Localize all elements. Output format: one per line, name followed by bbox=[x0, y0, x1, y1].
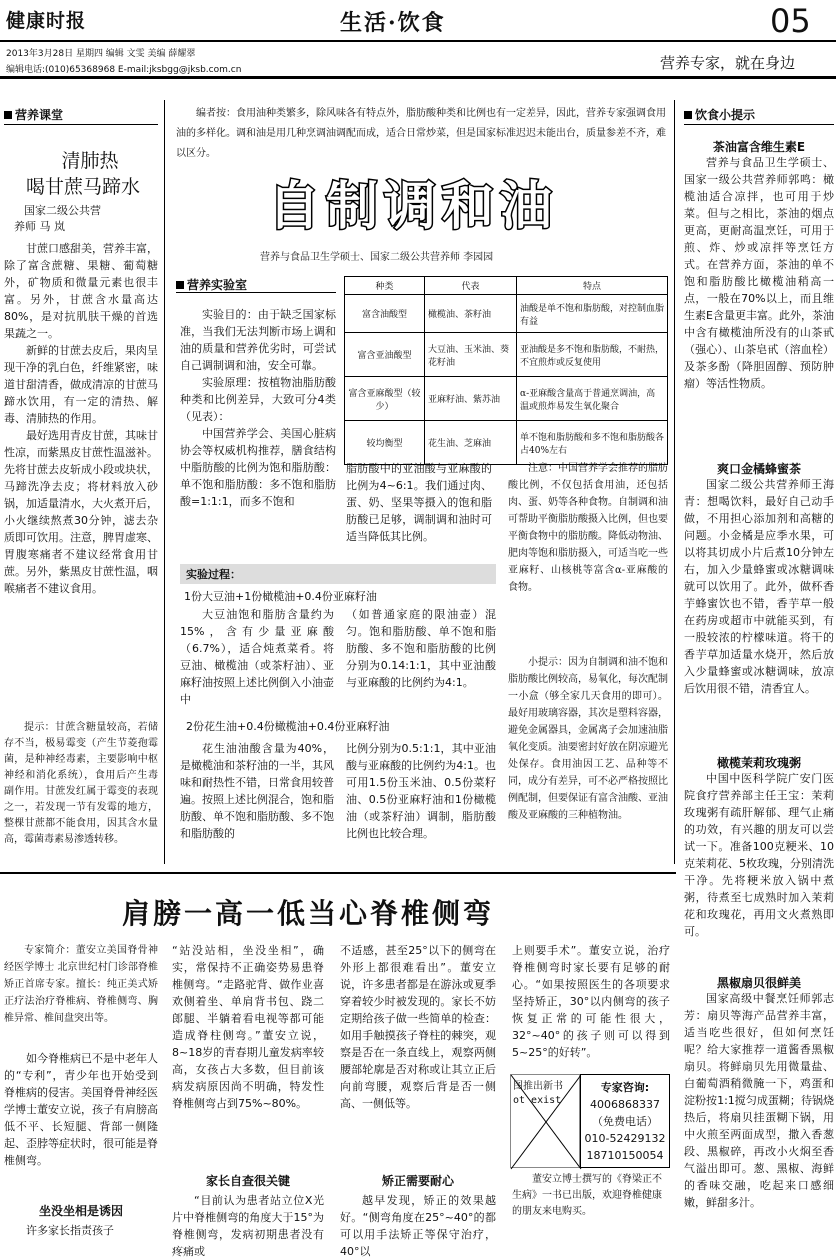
consult-free: （免费电话） bbox=[592, 1115, 658, 1128]
recipe2-text-a: 花生油油酸含量为40%，是橄榄油和茶籽油的一半，其风味和耐热性不错，日常食用较普遍。按照上述比例混合，饱和脂肪酸、单不饱和脂肪酸、多不饱和脂肪酸的 bbox=[180, 742, 334, 840]
recipe1-text-b: （如普通家庭的限油壶）混匀。饱和脂肪酸、单不饱和脂肪酸、多不饱和脂肪酸的比例分别为0.14:1:1，其中亚油酸与亚麻酸的比例约为4:1。 bbox=[346, 608, 496, 689]
article-rule bbox=[0, 872, 676, 874]
header-rule-bottom bbox=[0, 76, 836, 79]
table-cell: 单不饱和脂肪酸和多不饱和脂肪酸各占40%左右 bbox=[517, 421, 668, 465]
date-line: 2013年3月28日 星期四 编辑 文雯 美编 薛耀翠 bbox=[6, 49, 196, 59]
table-cell: 较均衡型 bbox=[345, 421, 425, 465]
left-tip: 提示：甘蔗含糖量较高，若储存不当，极易霉变（产生节菱孢霉菌，是种神经毒素，主要影响中枢神经和消化系统），食用后产生毒副作用。甘蔗发红属于霉变的表现之一，若发现一节有发霉的地方，整棵甘蔗都不能食用，因其含水量高，霉菌毒素易渗透转移。 bbox=[4, 722, 158, 845]
tip-item-title: 黑椒扇贝很鲜美 bbox=[716, 976, 801, 990]
article-para: “站没站相，坐没坐相”，确实，常保持不正确姿势易患脊椎侧弯。“走路驼背、做作业喜欢侧着坐、单肩背书包、跷二郎腿、半躺着看电视等都可能造成脊柱侧弯。”董安立说，8~18岁的青春期儿童发病率较高，女孩占大多数，但目前该病发病原因尚不明确，特发性脊椎侧弯占到75%~80%。 bbox=[172, 944, 324, 1110]
expert-intro: 专家简介：董安立美国脊骨神经医学博士 北京世纪村门诊部脊椎矫正首席专家。擅长：纯正美式矫正疗法治疗脊椎病、脊椎侧弯、胸椎异常、椎间盘突出等。 bbox=[4, 945, 158, 1024]
right-section-head: 饮食小提示 bbox=[684, 106, 755, 123]
recipe2-text-b: 比例分别为0.5:1:1，其中亚油酸与亚麻酸的比例约为4:1。也可用1.5份玉米油、0.5份菜籽油、0.5份亚麻籽油和1份橄榄油（或茶籽油）调制，脂肪酸比例也比较合理。 bbox=[346, 742, 496, 840]
slogan: 营养专家，就在身边 bbox=[660, 54, 796, 72]
left-para: 新鲜的甘蔗去皮后，果肉呈现干净的乳白色，纤维紧密，味道甘甜清香，做成清凉的甘蔗马蹄水饮用，有一定的清热、解毒、清肺热的作用。 bbox=[4, 344, 158, 425]
header-rule bbox=[0, 40, 836, 42]
table-header: 特点 bbox=[517, 277, 668, 295]
lab-para: 中国营养学会、美国心脏病协会等权威机构推荐，膳食结构中脂肪酸的比例为饱和脂肪酸：单不饱和脂肪酸：多不饱和脂肪酸=1:1:1，而多不饱和 bbox=[180, 427, 336, 508]
left-author-1: 国家二级公共营 bbox=[24, 204, 101, 217]
right-section-rule bbox=[684, 124, 834, 125]
lab-section-head: 营养实验室 bbox=[176, 276, 247, 293]
book-note: 董安立博士撰写的《脊梁正不生病》一书已出版，欢迎脊椎健康的朋友来电购买。 bbox=[512, 1174, 662, 1217]
table-cell: 大豆油、玉米油、葵花籽油 bbox=[425, 333, 517, 377]
column-divider bbox=[674, 100, 675, 864]
lab-section-rule bbox=[176, 292, 336, 293]
consult-phone: 4006868337 bbox=[590, 1098, 660, 1111]
consult-phone: 010-52429132 bbox=[584, 1132, 666, 1145]
article-subhead: 矫正需要耐心 bbox=[381, 1174, 454, 1188]
left-para: 最好选用青皮甘蔗，其味甘性凉，而紫黑皮甘蔗性温滋补。先将甘蔗去皮斩成小段或块状，马蹄洗净去皮；将材料放入砂锅，加适量清水，大火煮开后，小火继续熬煮30分钟，滤去杂质即可饮用。注意，脾胃虚寒、胃腹寒痛者不建议经常食用甘蔗。另外，紫黑皮甘蔗性温，咽喉痛者不建议食用。 bbox=[4, 429, 158, 595]
column-divider bbox=[164, 100, 165, 864]
tip-para: 小提示：因为自制调和油不饱和脂肪酸比例较高，易氧化，每次配制一小盒（够全家几天食用的即可）。最好用玻璃容器，其次是塑料容器，避免金属器具，金属离子会加速油脂氧化变质。油要密封好放在阴凉避光处保存。食用油因工艺、品种等不同，成分有差异，可不必严格按照比例配制，但要保证有富含油酸、亚油酸及亚麻酸的三种植物油。 bbox=[508, 657, 668, 821]
table-cell: 富含亚麻酸型（较少） bbox=[345, 377, 425, 421]
article-title: 肩膀一高一低当心脊椎侧弯 bbox=[122, 897, 495, 930]
book-cover-image bbox=[510, 1074, 580, 1168]
process-bar: 实验过程： bbox=[180, 564, 496, 584]
note-para: 注意：中国营养学会推荐的脂肪酸比例，不仅包括食用油，还包括肉、蛋、奶等各种食物。自制调和油可帮助平衡脂肪酸摄入比例，但也要平衡食物中的脂肪酸。降低动物油、肥肉等饱和脂肪摄入，可适当吃一些亚麻籽、山核桃等富含α-亚麻酸的食物。 bbox=[508, 463, 668, 593]
article-para: 越早发现，矫正的效果越好。“侧弯角度在25°~40°的都可以用手法矫正等保守治疗，40°以 bbox=[340, 1194, 496, 1258]
left-para: 甘蔗口感甜美，营养丰富，除了富含蔗糖、果糖、葡萄糖外，矿物质和微量元素也很丰富。另外，甘蔗含水量高达80%，是对抗肌肤干燥的首选果蔬之一。 bbox=[4, 242, 158, 340]
lab-para: 实验目的：由于缺乏国家标准，当我们无法判断市场上调和油的质量和营养优劣时，可尝试自己调制调和油，安全可靠。 bbox=[180, 308, 336, 372]
oil-type-table bbox=[344, 276, 668, 465]
feature-title: 自制调和油 bbox=[268, 177, 559, 237]
table-cell: 橄榄油、茶籽油 bbox=[425, 295, 517, 333]
table-cell: 富含亚油酸型 bbox=[345, 333, 425, 377]
tip-item-title: 爽口金橘蜂蜜茶 bbox=[716, 462, 801, 476]
lab-body bbox=[180, 306, 336, 510]
tip-item-text: 中国中医科学院广安门医院食疗营养部主任王宝：茉莉玫瑰粥有疏肝解郁、理气止痛的功效，有兴趣的朋友可以尝试一下。准备100克粳米、10克茉莉花、5枚玫瑰，分别清洗干净。先将粳米放入锅中煮粥，待煮至七成熟时加入茉莉花和玫瑰花，再用文火煮熟即可。 bbox=[684, 772, 834, 938]
page-number: 05 bbox=[770, 2, 811, 40]
broken-image-text: 图推出新书 bbox=[513, 1081, 563, 1092]
consult-phone: 18710150054 bbox=[586, 1149, 664, 1162]
feature-byline: 营养与食品卫生学硕士、国家二级公共营养师 李园园 bbox=[260, 252, 494, 263]
tip-item-title: 橄榄茉莉玫瑰粥 bbox=[716, 756, 801, 770]
left-section-rule bbox=[4, 124, 158, 125]
broken-image-text: ot exist bbox=[513, 1095, 562, 1106]
tip-item-text: 国家高级中餐烹饪师郭志芳：扇贝等海产品营养丰富，适当吃些很好，但如何烹饪呢？给大家推荐一道酱香黑椒扇贝。将鲜扇贝先用微量盐、白葡萄酒稍微腌一下，鸡蛋和淀粉按1:1搅匀成蛋糊；待锅烧热后，将扇贝挂蛋糊下锅，用中火煎至两面成型，撒入香葱段、黑椒碎，再改小火焖至香气溢出即可。葱、黑椒、海鲜的香味交融，吃起来口感细嫩，鲜甜多汁。 bbox=[684, 992, 834, 1209]
newspaper-logo: 健康时报 bbox=[6, 10, 87, 32]
table-cell: 油酸是单不饱和脂肪酸，对控制血脂有益 bbox=[517, 295, 668, 333]
table-cell: 亚麻籽油、紫苏油 bbox=[425, 377, 517, 421]
article-para: 上则要手术”。董安立说，治疗脊椎侧弯时家长要有足够的耐心。“如果按照医生的各项要求坚持矫正，30°以内侧弯的孩子恢复正常的可能性很大，32°~40°的孩子则可以得到5~25°的好转”。 bbox=[512, 944, 670, 1059]
lab-para: 实验原理：按植物油脂肪酸种类和比例差异，大致可分4类（见表）： bbox=[180, 376, 336, 423]
table-cell: 亚油酸是多不饱和脂肪酸，不耐热，不宜煎炸或反复使用 bbox=[517, 333, 668, 377]
article-para: 不适感，甚至25°以下的侧弯在外形上都很难看出”。董安立说，许多患者都是在游泳或夏季穿着较少时被发现的。家长不妨定期给孩子做一些简单的检查：如用手触摸孩子脊柱的棘突，观察是否在一条直线上，观察两侧腰部轮廓是否对称或让其立正后向前弯腰，观察后背是否一侧高、一侧低等。 bbox=[340, 944, 496, 1110]
left-body bbox=[4, 240, 158, 597]
recipe1-text-a: 大豆油饱和脂肪含量约为15%，含有少量亚麻酸（6.7%），适合炖煮菜肴。将豆油、橄榄油（或茶籽油）、亚麻籽油按照上述比例倒入小油壶中 bbox=[180, 608, 334, 706]
recipe1-title: 1份大豆油+1份橄榄油+0.4份亚麻籽油 bbox=[184, 590, 377, 603]
left-title-2: 喝甘蔗马蹄水 bbox=[25, 176, 140, 198]
tip-item-title: 茶油富含维生素E bbox=[712, 140, 806, 154]
left-title-1: 清肺热 bbox=[61, 150, 119, 172]
article-subhead: 坐没坐相是诱因 bbox=[38, 1204, 123, 1218]
article-para: “目前认为患者站立位X光片中脊椎侧弯的角度大于15°为脊椎侧弯，发病初期患者没有疼痛或 bbox=[172, 1194, 324, 1258]
left-section-head: 营养课堂 bbox=[4, 106, 63, 123]
table-cell: α-亚麻酸含量高于普通烹调油，高温或煎炸易发生氧化聚合 bbox=[517, 377, 668, 421]
table-cell: 花生油、芝麻油 bbox=[425, 421, 517, 465]
contact-line: 编辑电话:(010)65368968 E-mail:jksbgg@jksb.com.cn bbox=[6, 65, 242, 75]
tip-item-text: 营养与食品卫生学硕士、国家一级公共营养师郭鸣：橄榄油适合凉拌，也可用于炒菜。但与之相比，茶油的烟点更高，更耐高温烹饪，可用于煎、炸、炒或凉拌等烹饪方式。在营养方面，茶油的单不饱和脂肪酸比橄榄油稍高一点，一般在70%以上，而且维生素E含量更丰富。此外，茶油中含有橄榄油所没有的山茶甙（强心）、山茶皂甙（溶血栓）及茶多酚（降胆固醇、预防肿瘤）等活性物质。 bbox=[684, 156, 834, 390]
article-para: 如今脊椎病已不是中老年人的“专利”，青少年也开始受到脊椎病的侵害。美国脊骨神经医学博士董安立说，孩子有肩膀高低不平、长短腿、背部一侧隆起、歪脖等症状时，很可能是脊椎侧弯。 bbox=[4, 1052, 158, 1167]
table-cell: 富含油酸型 bbox=[345, 295, 425, 333]
article-subhead: 家长自查很关键 bbox=[205, 1174, 290, 1188]
left-author-2: 养师 马 岚 bbox=[14, 220, 65, 233]
consult-title: 专家咨询: bbox=[600, 1081, 650, 1094]
tip-item-text: 国家二级公共营养师王海青：想喝饮料，最好自己动手做，不用担心添加剂和高糖的问题。小金橘是应季水果，可以将其切成小片后煮10分钟左右，加入少量蜂蜜或冰糖调味就可以饮用了。此外，做杯香芋蜂蜜饮也不错，香芋草一般在药房或超市中就能买到，有一股较浓的柠檬味道。将干的香芋草加适量水烧开，然后放入少量蜂蜜或冰糖调味，放凉后饮用很不错，清香宜人。 bbox=[684, 478, 834, 695]
editor-note: 编者按：食用油种类繁多，除风味各有特点外，脂肪酸种类和比例也有一定差异，因此，营养专家强调食用油的多样化。调和油是用几种烹调油调配而成，适合日常炒菜，但是国家标准迟迟未能出台，质量参差不齐，难以区分。 bbox=[176, 108, 666, 159]
table-header: 代表 bbox=[425, 277, 517, 295]
consult-box bbox=[580, 1074, 670, 1168]
mid-para: 脂肪酸中的亚油酸与亚麻酸的比例为4~6:1。我们通过肉、蛋、奶、坚果等摄入的饱和脂肪酸已足够，调制调和油时可适当降低其比例。 bbox=[346, 462, 492, 543]
table-header: 种类 bbox=[345, 277, 425, 295]
recipe2-title: 2份花生油+0.4份橄榄油+0.4份亚麻籽油 bbox=[186, 720, 390, 733]
article-para: 许多家长指责孩子 bbox=[26, 1224, 114, 1237]
section-title: 生活·饮食 bbox=[340, 10, 446, 36]
